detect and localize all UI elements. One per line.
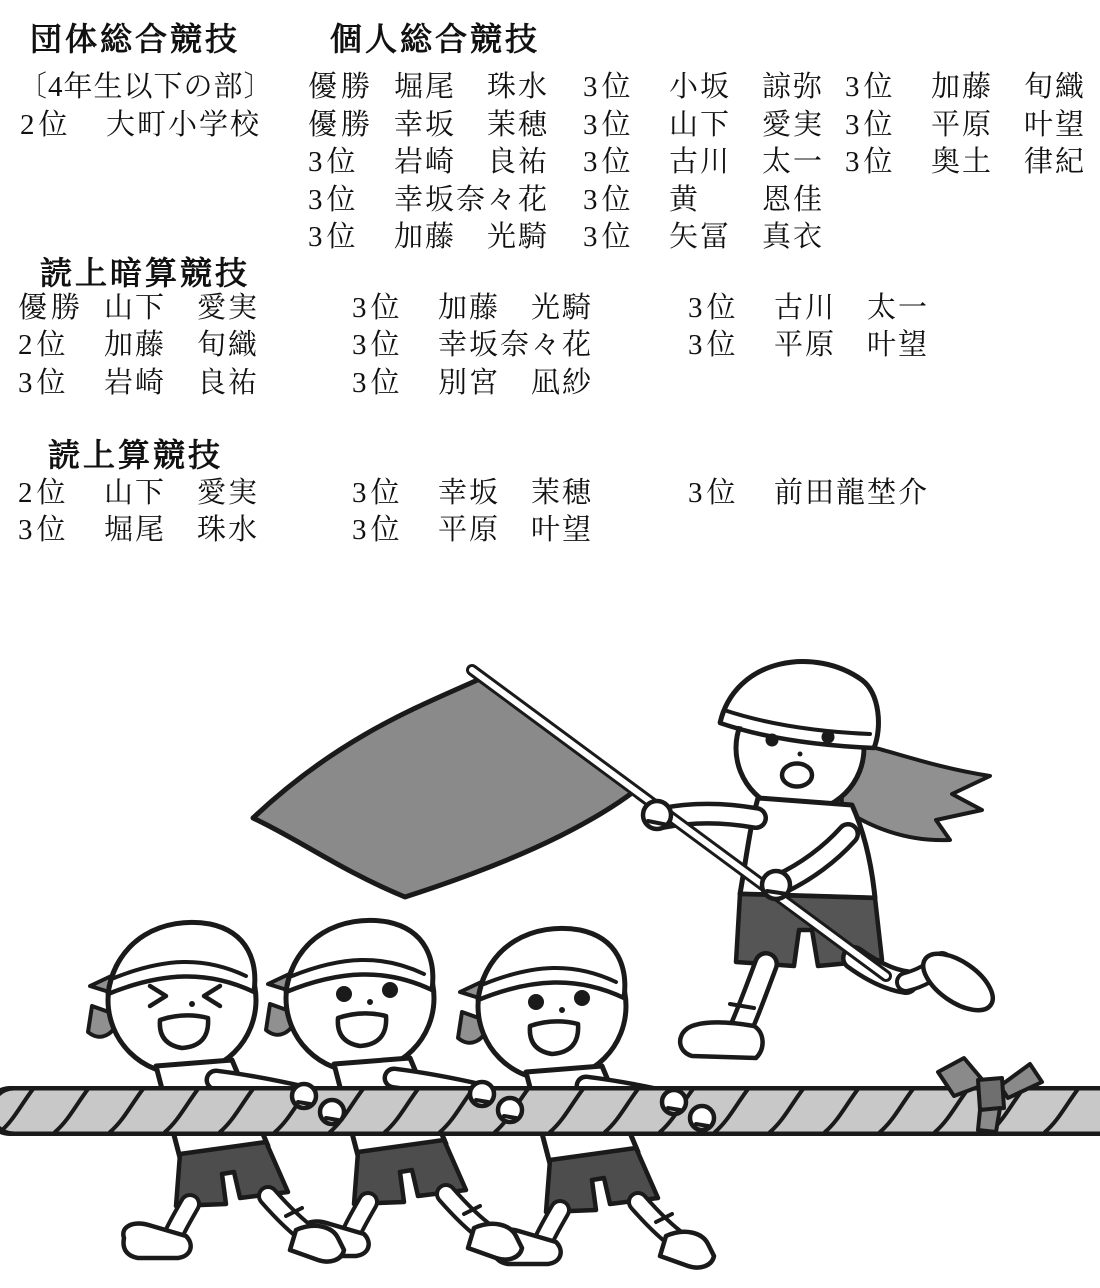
flag: [253, 678, 636, 897]
result-entry: [308, 177, 549, 218]
result-entry: [20, 102, 261, 143]
division-subtitle: 〔4年生以下の部〕: [18, 71, 274, 103]
rank-label: 2位: [20, 109, 72, 141]
rank-label: 3位: [688, 477, 740, 509]
rank-label: 3位: [845, 109, 897, 141]
girl-eye: [822, 731, 835, 744]
winner-name: 前田龍埜介: [774, 477, 930, 509]
kid-eye: [382, 982, 398, 998]
rank-label: 3位: [583, 146, 635, 178]
rank-label: 3位: [18, 514, 70, 546]
rank-label: 優勝: [18, 292, 85, 324]
girl-shoe: [680, 1022, 762, 1058]
rank-label: 優勝: [308, 71, 375, 103]
section-heading-team: 団体総合競技: [30, 21, 241, 57]
winner-name: 幸坂奈々花: [394, 184, 550, 216]
rank-label: 2位: [18, 329, 70, 361]
girl-mouth: [782, 764, 812, 787]
result-entry: [18, 360, 259, 401]
rank-label: 3位: [352, 292, 404, 324]
rank-label: 3位: [583, 221, 635, 253]
result-entry: [583, 64, 824, 105]
winner-name: 堀尾 珠水: [394, 71, 550, 103]
result-entry: [583, 214, 824, 255]
winner-name: 別宮 凪紗: [438, 367, 594, 399]
rank-label: 3位: [583, 184, 635, 216]
winner-name: 平原 叶望: [438, 514, 594, 546]
result-entry: [845, 139, 1086, 180]
winner-name: 堀尾 珠水: [104, 514, 260, 546]
winner-name: 岩崎 良祐: [394, 146, 550, 178]
result-entry: [583, 139, 824, 180]
result-entry: [845, 64, 1086, 105]
kid-eye: [528, 994, 544, 1010]
winner-name: 山下 愛実: [669, 109, 825, 141]
kid-eye: [574, 990, 590, 1006]
winner-name: 加藤 光騎: [438, 292, 594, 324]
winner-name: 奥土 律紀: [931, 146, 1087, 178]
girl-eye: [766, 734, 779, 747]
result-entry: [352, 470, 593, 511]
rank-label: 3位: [308, 184, 360, 216]
winner-name: 平原 叶望: [774, 329, 930, 361]
winner-name: 山下 愛実: [104, 292, 260, 324]
girl-shoe: [914, 943, 1002, 1022]
rank-label: 2位: [18, 477, 70, 509]
ribbon-bow-knot: [978, 1078, 1004, 1110]
result-entry: [18, 507, 259, 548]
winner-name: 黄 恩佳: [669, 184, 825, 216]
rank-label: 3位: [308, 146, 360, 178]
winner-name: 大町小学校: [106, 109, 262, 141]
rank-label: 3位: [352, 514, 404, 546]
result-entry: [308, 64, 549, 105]
ribbon-bow-tail: [978, 1108, 1000, 1132]
rank-label: 優勝: [308, 109, 375, 141]
rank-label: 3位: [352, 329, 404, 361]
result-entry: [352, 285, 593, 326]
winner-name: 平原 叶望: [931, 109, 1087, 141]
rank-label: 3位: [308, 221, 360, 253]
result-entry: [583, 102, 824, 143]
winner-name: 加藤 旬織: [104, 329, 260, 361]
rank-label: 3位: [352, 477, 404, 509]
rank-label: 3位: [583, 71, 635, 103]
rank-label: 3位: [352, 367, 404, 399]
result-entry: [352, 322, 593, 363]
result-entry: [688, 322, 929, 363]
section-heading-individual: 個人総合競技: [330, 21, 541, 57]
winner-name: 山下 愛実: [104, 477, 260, 509]
result-entry: [308, 214, 549, 255]
rank-label: 3位: [688, 329, 740, 361]
winner-name: 矢冨 真衣: [669, 221, 825, 253]
flag-bearer-girl: [662, 661, 1002, 1058]
winner-name: 古川 太一: [669, 146, 825, 178]
rank-label: 3位: [845, 146, 897, 178]
rank-label: 3位: [688, 292, 740, 324]
result-entry: [688, 285, 929, 326]
winner-name: 加藤 旬織: [931, 71, 1087, 103]
result-entry: [308, 139, 549, 180]
winner-name: 古川 太一: [774, 292, 930, 324]
rank-label: 3位: [583, 109, 635, 141]
result-entry: [352, 360, 593, 401]
result-entry: [583, 177, 824, 218]
tug-of-war-illustration: [0, 628, 1100, 1288]
result-entry: [18, 322, 259, 363]
winner-name: 岩崎 良祐: [104, 367, 260, 399]
result-entry: [18, 285, 259, 326]
section-heading-reading: 読上算競技: [48, 437, 224, 473]
result-entry: [688, 470, 929, 511]
winner-name: 小坂 諒弥: [669, 71, 825, 103]
result-entry: [308, 102, 549, 143]
rank-label: 3位: [845, 71, 897, 103]
winner-name: 幸坂奈々花: [438, 329, 594, 361]
winner-name: 幸坂 茉穂: [394, 109, 550, 141]
winner-name: 加藤 光騎: [394, 221, 550, 253]
section-heading-mental: 読上暗算競技: [40, 255, 251, 291]
girl-nose: [798, 752, 803, 757]
result-entry: [352, 507, 593, 548]
rank-label: 3位: [18, 367, 70, 399]
result-entry: [845, 102, 1086, 143]
kid-eye: [336, 986, 352, 1002]
winner-name: 幸坂 茉穂: [438, 477, 594, 509]
result-entry: [18, 470, 259, 511]
